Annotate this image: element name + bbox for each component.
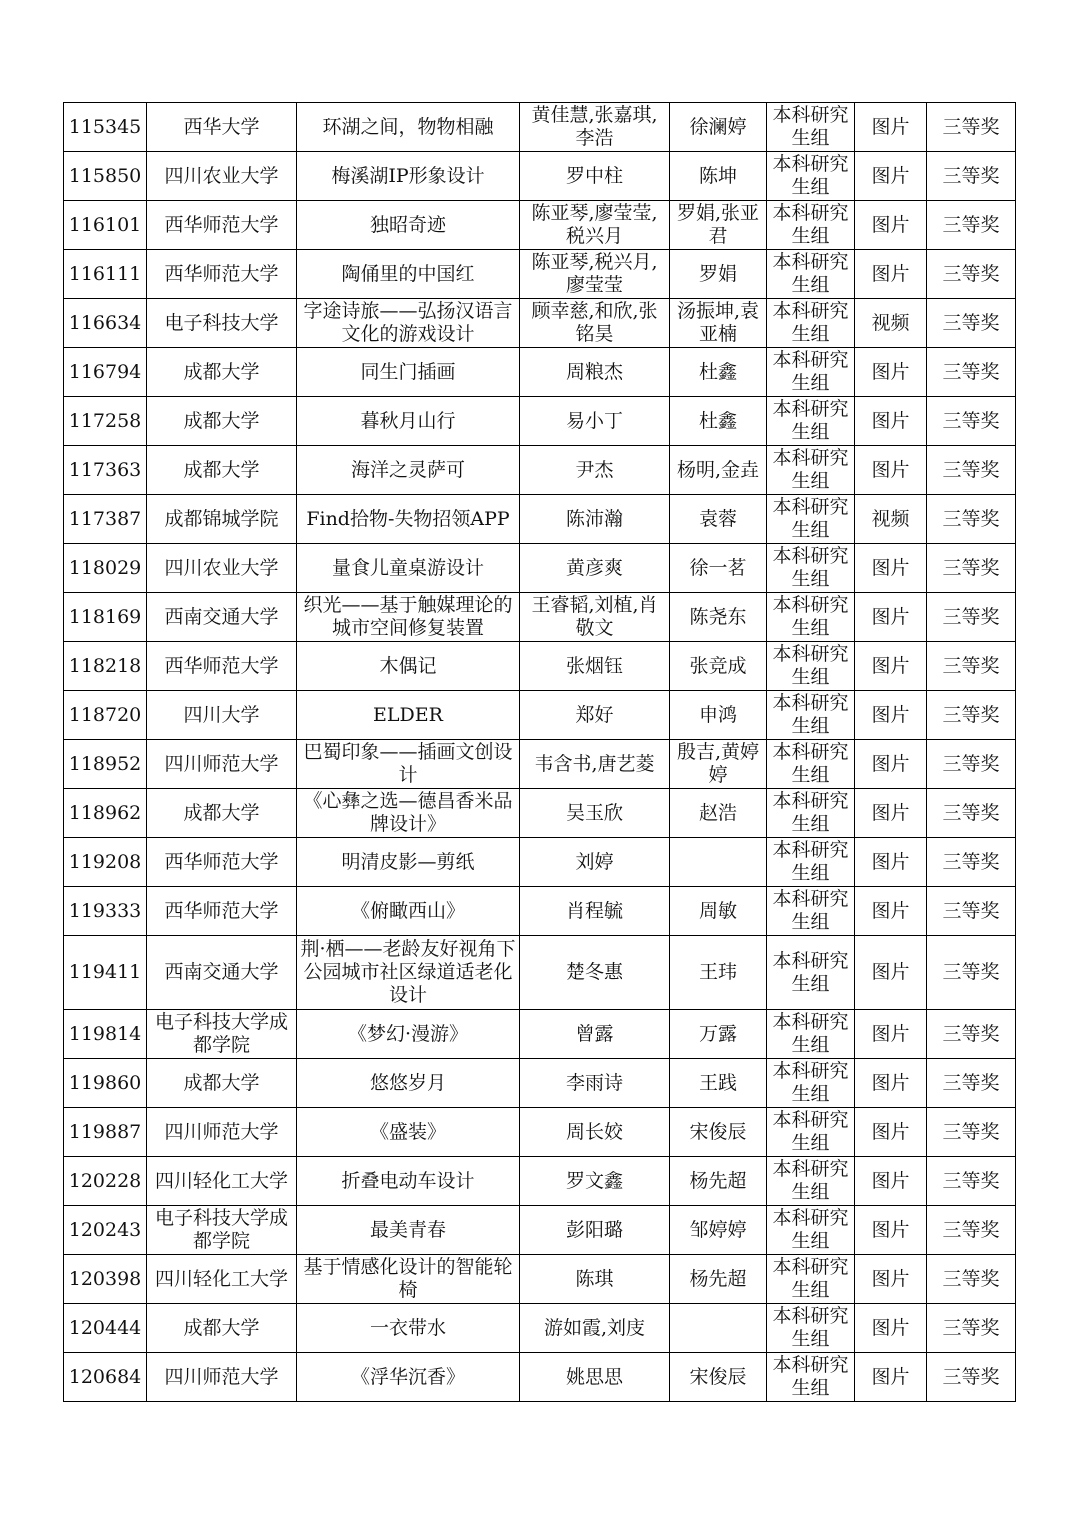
group-cell: 本科研究生组 — [767, 789, 855, 838]
authors-cell: 张烟钰 — [520, 642, 670, 691]
school-cell: 四川农业大学 — [147, 152, 297, 201]
school-cell: 四川师范大学 — [147, 740, 297, 789]
type-cell: 图片 — [855, 1304, 927, 1353]
award-cell: 三等奖 — [927, 397, 1016, 446]
award-cell: 三等奖 — [927, 887, 1016, 936]
entry-id-cell: 115345 — [64, 103, 147, 152]
award-cell: 三等奖 — [927, 642, 1016, 691]
award-cell: 三等奖 — [927, 1255, 1016, 1304]
authors-cell: 曾露 — [520, 1010, 670, 1059]
entry-id-cell: 117258 — [64, 397, 147, 446]
entry-id-cell: 120444 — [64, 1304, 147, 1353]
authors-cell: 李雨诗 — [520, 1059, 670, 1108]
work-title-cell: 环湖之间，物物相融 — [297, 103, 520, 152]
type-cell: 图片 — [855, 348, 927, 397]
school-cell: 成都大学 — [147, 397, 297, 446]
school-cell: 西华师范大学 — [147, 838, 297, 887]
type-cell: 图片 — [855, 103, 927, 152]
type-cell: 图片 — [855, 1157, 927, 1206]
type-cell: 图片 — [855, 593, 927, 642]
type-cell: 图片 — [855, 1353, 927, 1402]
group-cell: 本科研究生组 — [767, 103, 855, 152]
work-title-cell: 海洋之灵萨可 — [297, 446, 520, 495]
entry-id-cell: 118218 — [64, 642, 147, 691]
advisor-cell: 王玮 — [670, 936, 767, 1010]
school-cell: 西南交通大学 — [147, 936, 297, 1010]
award-cell: 三等奖 — [927, 936, 1016, 1010]
work-title-cell: 荆·栖——老龄友好视角下公园城市社区绿道适老化设计 — [297, 936, 520, 1010]
work-title-cell: 木偶记 — [297, 642, 520, 691]
award-cell: 三等奖 — [927, 152, 1016, 201]
group-cell: 本科研究生组 — [767, 1059, 855, 1108]
work-title-cell: 《梦幻·漫游》 — [297, 1010, 520, 1059]
table-row — [64, 1010, 1016, 1059]
advisor-cell — [670, 838, 767, 887]
type-cell: 图片 — [855, 691, 927, 740]
advisor-cell: 邹婷婷 — [670, 1206, 767, 1255]
advisor-cell: 徐澜婷 — [670, 103, 767, 152]
type-cell: 图片 — [855, 1206, 927, 1255]
authors-cell: 周粮杰 — [520, 348, 670, 397]
table-row — [64, 740, 1016, 789]
authors-cell: 韦含书,唐艺菱 — [520, 740, 670, 789]
entry-id-cell: 119860 — [64, 1059, 147, 1108]
group-cell: 本科研究生组 — [767, 1304, 855, 1353]
type-cell: 图片 — [855, 1010, 927, 1059]
school-cell: 四川轻化工大学 — [147, 1255, 297, 1304]
advisor-cell: 杨先超 — [670, 1255, 767, 1304]
school-cell: 西华师范大学 — [147, 642, 297, 691]
type-cell: 图片 — [855, 1059, 927, 1108]
school-cell: 成都大学 — [147, 1059, 297, 1108]
work-title-cell: 量食儿童桌游设计 — [297, 544, 520, 593]
authors-cell: 陈沛瀚 — [520, 495, 670, 544]
table-row — [64, 642, 1016, 691]
type-cell: 图片 — [855, 642, 927, 691]
award-cell: 三等奖 — [927, 1353, 1016, 1402]
group-cell: 本科研究生组 — [767, 691, 855, 740]
work-title-cell: 最美青春 — [297, 1206, 520, 1255]
advisor-cell: 杜鑫 — [670, 348, 767, 397]
work-title-cell: Find拾物-失物招领APP — [297, 495, 520, 544]
award-cell: 三等奖 — [927, 691, 1016, 740]
entry-id-cell: 118169 — [64, 593, 147, 642]
table-row — [64, 446, 1016, 495]
group-cell: 本科研究生组 — [767, 1255, 855, 1304]
group-cell: 本科研究生组 — [767, 887, 855, 936]
table-row — [64, 1353, 1016, 1402]
type-cell: 图片 — [855, 740, 927, 789]
advisor-cell: 王践 — [670, 1059, 767, 1108]
table-row — [64, 1304, 1016, 1353]
advisor-cell: 袁蓉 — [670, 495, 767, 544]
advisor-cell: 张竞成 — [670, 642, 767, 691]
entry-id-cell: 118962 — [64, 789, 147, 838]
entry-id-cell: 117387 — [64, 495, 147, 544]
work-title-cell: 《心彝之选—德昌香米品牌设计》 — [297, 789, 520, 838]
authors-cell: 陈琪 — [520, 1255, 670, 1304]
school-cell: 成都大学 — [147, 1304, 297, 1353]
authors-cell: 罗文鑫 — [520, 1157, 670, 1206]
group-cell: 本科研究生组 — [767, 446, 855, 495]
awards-table — [63, 102, 1016, 1402]
school-cell: 西华师范大学 — [147, 887, 297, 936]
table-row — [64, 691, 1016, 740]
group-cell: 本科研究生组 — [767, 1108, 855, 1157]
school-cell: 四川大学 — [147, 691, 297, 740]
authors-cell: 肖程毓 — [520, 887, 670, 936]
award-cell: 三等奖 — [927, 838, 1016, 887]
advisor-cell: 赵浩 — [670, 789, 767, 838]
work-title-cell: 明清皮影—剪纸 — [297, 838, 520, 887]
type-cell: 图片 — [855, 789, 927, 838]
school-cell: 四川师范大学 — [147, 1108, 297, 1157]
school-cell: 四川师范大学 — [147, 1353, 297, 1402]
advisor-cell: 万露 — [670, 1010, 767, 1059]
entry-id-cell: 115850 — [64, 152, 147, 201]
school-cell: 电子科技大学成都学院 — [147, 1206, 297, 1255]
school-cell: 成都锦城学院 — [147, 495, 297, 544]
school-cell: 西华师范大学 — [147, 201, 297, 250]
entry-id-cell: 119814 — [64, 1010, 147, 1059]
group-cell: 本科研究生组 — [767, 348, 855, 397]
advisor-cell: 杨先超 — [670, 1157, 767, 1206]
award-cell: 三等奖 — [927, 1010, 1016, 1059]
table-row — [64, 936, 1016, 1010]
group-cell: 本科研究生组 — [767, 250, 855, 299]
group-cell: 本科研究生组 — [767, 642, 855, 691]
award-cell: 三等奖 — [927, 789, 1016, 838]
advisor-cell: 陈坤 — [670, 152, 767, 201]
advisor-cell: 周敏 — [670, 887, 767, 936]
work-title-cell: 《俯瞰西山》 — [297, 887, 520, 936]
authors-cell: 罗中柱 — [520, 152, 670, 201]
advisor-cell: 汤振坤,袁亚楠 — [670, 299, 767, 348]
school-cell: 西南交通大学 — [147, 593, 297, 642]
entry-id-cell: 116101 — [64, 201, 147, 250]
authors-cell: 黄佳慧,张嘉琪,李浩 — [520, 103, 670, 152]
authors-cell: 郑好 — [520, 691, 670, 740]
group-cell: 本科研究生组 — [767, 544, 855, 593]
group-cell: 本科研究生组 — [767, 936, 855, 1010]
entry-id-cell: 118029 — [64, 544, 147, 593]
table-row — [64, 1108, 1016, 1157]
school-cell: 电子科技大学成都学院 — [147, 1010, 297, 1059]
type-cell: 视频 — [855, 299, 927, 348]
group-cell: 本科研究生组 — [767, 838, 855, 887]
work-title-cell: 字途诗旅——弘扬汉语言文化的游戏设计 — [297, 299, 520, 348]
group-cell: 本科研究生组 — [767, 1010, 855, 1059]
work-title-cell: 《浮华沉香》 — [297, 1353, 520, 1402]
table-row — [64, 789, 1016, 838]
type-cell: 图片 — [855, 446, 927, 495]
table-row — [64, 397, 1016, 446]
authors-cell: 刘婷 — [520, 838, 670, 887]
school-cell: 西华师范大学 — [147, 250, 297, 299]
entry-id-cell: 120243 — [64, 1206, 147, 1255]
group-cell: 本科研究生组 — [767, 397, 855, 446]
work-title-cell: 织光——基于触媒理论的城市空间修复装置 — [297, 593, 520, 642]
authors-cell: 游如霞,刘庋 — [520, 1304, 670, 1353]
work-title-cell: 《盛装》 — [297, 1108, 520, 1157]
work-title-cell: 折叠电动车设计 — [297, 1157, 520, 1206]
table-row — [64, 593, 1016, 642]
type-cell: 图片 — [855, 1108, 927, 1157]
work-title-cell: 一衣带水 — [297, 1304, 520, 1353]
table-row — [64, 103, 1016, 152]
work-title-cell: 独昭奇迹 — [297, 201, 520, 250]
table-row — [64, 838, 1016, 887]
table-row — [64, 887, 1016, 936]
table-row — [64, 495, 1016, 544]
authors-cell: 尹杰 — [520, 446, 670, 495]
entry-id-cell: 116111 — [64, 250, 147, 299]
award-cell: 三等奖 — [927, 1059, 1016, 1108]
table-row — [64, 250, 1016, 299]
table-row — [64, 348, 1016, 397]
authors-cell: 吴玉欣 — [520, 789, 670, 838]
advisor-cell: 杜鑫 — [670, 397, 767, 446]
group-cell: 本科研究生组 — [767, 593, 855, 642]
table-row — [64, 152, 1016, 201]
group-cell: 本科研究生组 — [767, 1353, 855, 1402]
group-cell: 本科研究生组 — [767, 201, 855, 250]
table-row — [64, 1206, 1016, 1255]
school-cell: 成都大学 — [147, 348, 297, 397]
authors-cell: 王睿韬,刘植,肖敬文 — [520, 593, 670, 642]
school-cell: 成都大学 — [147, 789, 297, 838]
entry-id-cell: 120228 — [64, 1157, 147, 1206]
advisor-cell — [670, 1304, 767, 1353]
entry-id-cell: 116634 — [64, 299, 147, 348]
award-cell: 三等奖 — [927, 103, 1016, 152]
table-body — [64, 103, 1016, 1402]
group-cell: 本科研究生组 — [767, 1206, 855, 1255]
advisor-cell: 宋俊辰 — [670, 1353, 767, 1402]
work-title-cell: ELDER — [297, 691, 520, 740]
type-cell: 图片 — [855, 544, 927, 593]
advisor-cell: 宋俊辰 — [670, 1108, 767, 1157]
award-cell: 三等奖 — [927, 544, 1016, 593]
work-title-cell: 暮秋月山行 — [297, 397, 520, 446]
entry-id-cell: 119411 — [64, 936, 147, 1010]
award-cell: 三等奖 — [927, 593, 1016, 642]
type-cell: 图片 — [855, 1255, 927, 1304]
work-title-cell: 梅溪湖IP形象设计 — [297, 152, 520, 201]
table-row — [64, 299, 1016, 348]
award-cell: 三等奖 — [927, 201, 1016, 250]
type-cell: 图片 — [855, 838, 927, 887]
award-cell: 三等奖 — [927, 348, 1016, 397]
award-cell: 三等奖 — [927, 740, 1016, 789]
school-cell: 四川轻化工大学 — [147, 1157, 297, 1206]
entry-id-cell: 120684 — [64, 1353, 147, 1402]
authors-cell: 周长姣 — [520, 1108, 670, 1157]
entry-id-cell: 119208 — [64, 838, 147, 887]
authors-cell: 易小丁 — [520, 397, 670, 446]
award-cell: 三等奖 — [927, 250, 1016, 299]
award-cell: 三等奖 — [927, 299, 1016, 348]
school-cell: 四川农业大学 — [147, 544, 297, 593]
authors-cell: 黄彦爽 — [520, 544, 670, 593]
table-row — [64, 544, 1016, 593]
award-cell: 三等奖 — [927, 1108, 1016, 1157]
work-title-cell: 悠悠岁月 — [297, 1059, 520, 1108]
type-cell: 图片 — [855, 936, 927, 1010]
entry-id-cell: 118952 — [64, 740, 147, 789]
group-cell: 本科研究生组 — [767, 495, 855, 544]
school-cell: 成都大学 — [147, 446, 297, 495]
group-cell: 本科研究生组 — [767, 152, 855, 201]
award-cell: 三等奖 — [927, 495, 1016, 544]
authors-cell: 楚冬惠 — [520, 936, 670, 1010]
authors-cell: 陈亚琴,廖莹莹,税兴月 — [520, 201, 670, 250]
award-cell: 三等奖 — [927, 1157, 1016, 1206]
authors-cell: 彭阳璐 — [520, 1206, 670, 1255]
entry-id-cell: 119887 — [64, 1108, 147, 1157]
table-row — [64, 201, 1016, 250]
entry-id-cell: 120398 — [64, 1255, 147, 1304]
work-title-cell: 基于情感化设计的智能轮椅 — [297, 1255, 520, 1304]
authors-cell: 陈亚琴,税兴月,廖莹莹 — [520, 250, 670, 299]
advisor-cell: 杨明,金垚 — [670, 446, 767, 495]
entry-id-cell: 117363 — [64, 446, 147, 495]
award-cell: 三等奖 — [927, 1304, 1016, 1353]
authors-cell: 姚思思 — [520, 1353, 670, 1402]
type-cell: 图片 — [855, 201, 927, 250]
award-cell: 三等奖 — [927, 1206, 1016, 1255]
type-cell: 图片 — [855, 250, 927, 299]
type-cell: 视频 — [855, 495, 927, 544]
advisor-cell: 陈尧东 — [670, 593, 767, 642]
authors-cell: 顾幸慈,和欣,张铭昊 — [520, 299, 670, 348]
school-cell: 电子科技大学 — [147, 299, 297, 348]
type-cell: 图片 — [855, 887, 927, 936]
advisor-cell: 罗娟 — [670, 250, 767, 299]
group-cell: 本科研究生组 — [767, 740, 855, 789]
table-row — [64, 1059, 1016, 1108]
type-cell: 图片 — [855, 397, 927, 446]
entry-id-cell: 116794 — [64, 348, 147, 397]
entry-id-cell: 119333 — [64, 887, 147, 936]
table-row — [64, 1157, 1016, 1206]
table-row — [64, 1255, 1016, 1304]
group-cell: 本科研究生组 — [767, 1157, 855, 1206]
award-cell: 三等奖 — [927, 446, 1016, 495]
advisor-cell: 徐一茗 — [670, 544, 767, 593]
work-title-cell: 陶俑里的中国红 — [297, 250, 520, 299]
work-title-cell: 同生门插画 — [297, 348, 520, 397]
work-title-cell: 巴蜀印象——插画文创设计 — [297, 740, 520, 789]
advisor-cell: 罗娟,张亚君 — [670, 201, 767, 250]
group-cell: 本科研究生组 — [767, 299, 855, 348]
advisor-cell: 申鸿 — [670, 691, 767, 740]
school-cell: 西华大学 — [147, 103, 297, 152]
type-cell: 图片 — [855, 152, 927, 201]
entry-id-cell: 118720 — [64, 691, 147, 740]
advisor-cell: 殷吉,黄婷婷 — [670, 740, 767, 789]
